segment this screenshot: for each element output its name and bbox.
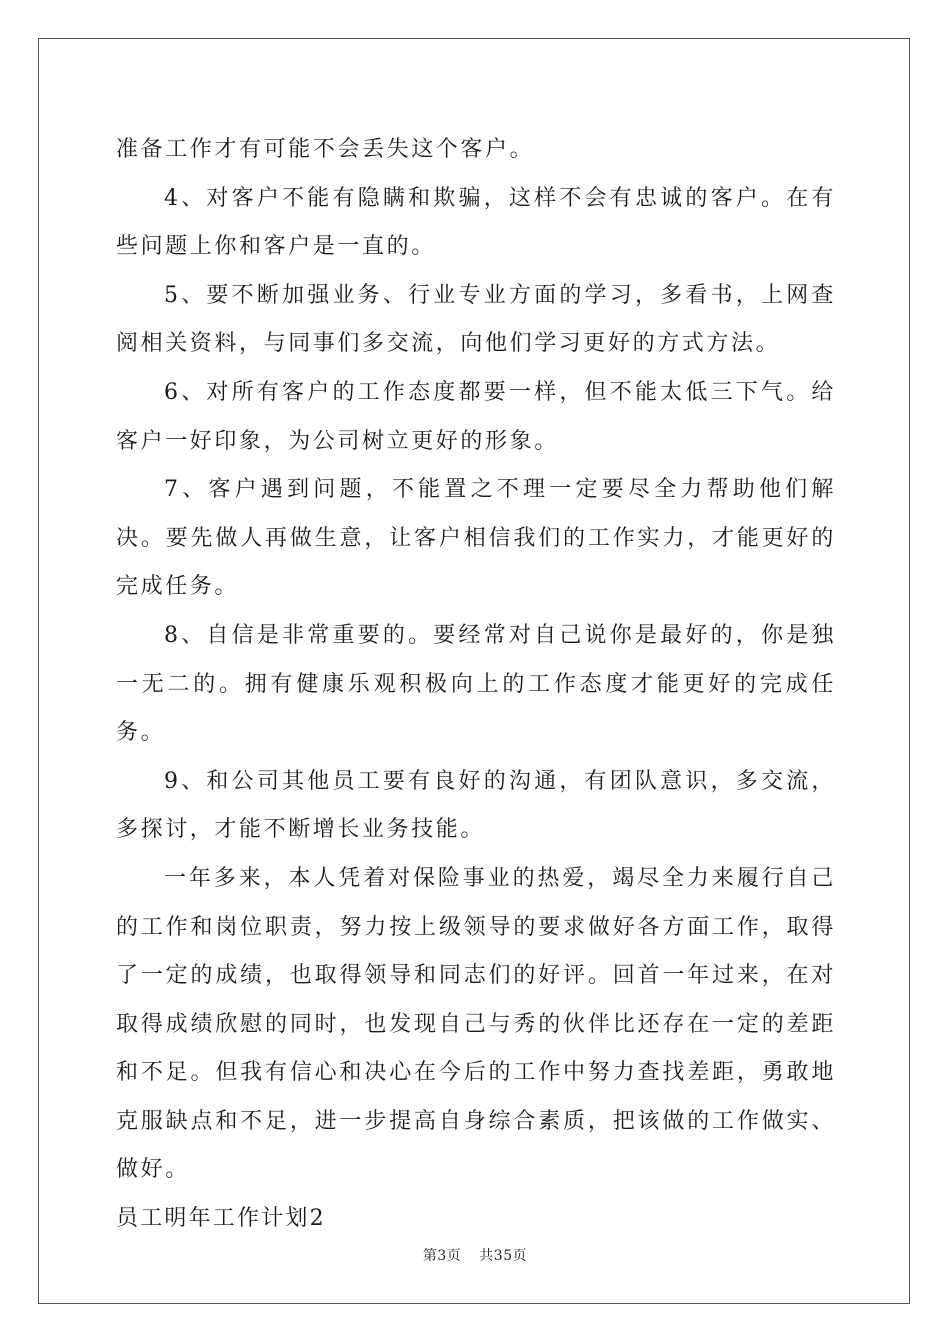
paragraph-item-5: 5、要不断加强业务、行业专业方面的学习，多看书，上网查阅相关资料，与同事们多交流，向他们学习更好的方式方法。	[116, 282, 836, 357]
paragraph-summary: 一年多来，本人凭着对保险事业的热爱，竭尽全力来履行自己的工作和岗位职责，努力按上级领导的要求做好各方面工作，取得了一定的成绩，也取得领导和同志们的好评。回首一年过来，在对取得成绩欣慰的同时，也发现自己与秀的伙伴比还存在一定的差距和不足。但我有信心和决心在今后的工作中努力查找差距，勇敢地克服缺点和不足，进一步提高自身综合素质，把该做的工作做实、做好。	[116, 865, 836, 1183]
document-body	[116, 126, 836, 1244]
paragraph-item-7: 7、客户遇到问题，不能置之不理一定要尽全力帮助他们解决。要先做人再做生意，让客户相信我们的工作实力，才能更好的完成任务。	[116, 477, 836, 600]
paragraph-item-6: 6、对所有客户的工作态度都要一样，但不能太低三下气。给客户一好印象，为公司树立更好的形象。	[116, 379, 836, 454]
paragraph-item-8: 8、自信是非常重要的。要经常对自己说你是最好的，你是独一无二的。拥有健康乐观积极向上的工作态度才能更好的完成任务。	[116, 622, 836, 746]
paragraph-item-4: 4、对客户不能有隐瞒和欺骗，这样不会有忠诚的客户。在有些问题上你和客户是一直的。	[116, 185, 836, 260]
page-number: 第3页	[422, 1248, 462, 1264]
paragraph-continuation: 准备工作才有可能不会丢失这个客户。	[116, 137, 535, 162]
paragraph-item-9: 9、和公司其他员工要有良好的沟通，有团队意识，多交流，多探讨，才能不断增长业务技能。	[116, 768, 836, 843]
page-footer	[0, 1245, 950, 1265]
section-heading: 员工明年工作计划2	[116, 1206, 326, 1232]
page-total: 共35页	[479, 1248, 528, 1264]
